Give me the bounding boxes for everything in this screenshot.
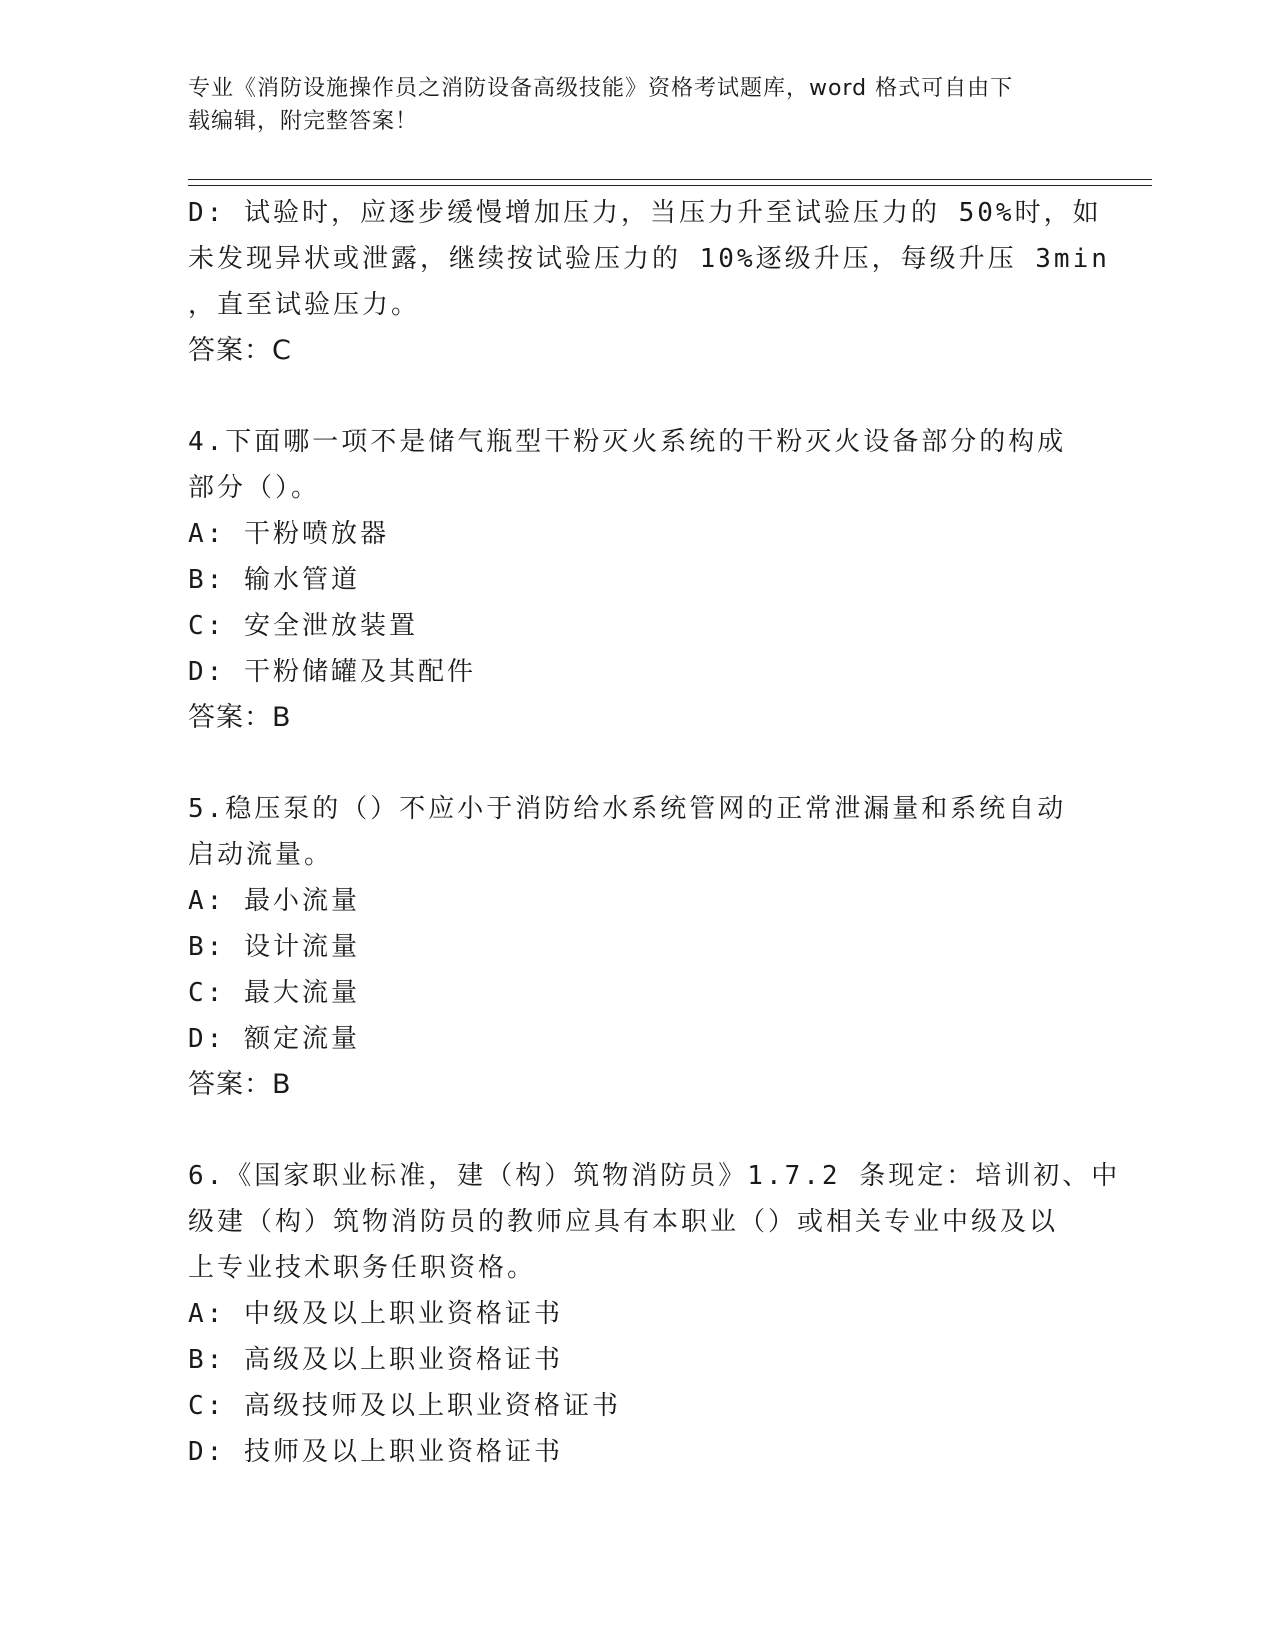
question-stem: 5.稳压泵的（）不应小于消防给水系统管网的正常泄漏量和系统自动: [188, 794, 1067, 824]
question-stem: 上专业技术职务任职资格。: [188, 1253, 537, 1283]
option-b: B: 输水管道: [188, 565, 360, 595]
question-block: [188, 1153, 1121, 1475]
option-a: A: 干粉喷放器: [188, 519, 389, 549]
option-d: D: 干粉储罐及其配件: [188, 657, 476, 687]
header-divider: [188, 179, 1152, 180]
document-body: [188, 190, 1121, 1475]
answer-line: 答案：B: [188, 1069, 292, 1100]
option-c: C: 安全泄放装置: [188, 611, 418, 641]
question-stem: 6.《国家职业标准，建（构）筑物消防员》1.7.2 条现定：培训初、中: [188, 1161, 1121, 1191]
question-stem: 级建（构）筑物消防员的教师应具有本职业（）或相关专业中级及以: [188, 1207, 1059, 1237]
answer-line: 答案：B: [188, 702, 292, 733]
header-divider: [188, 185, 1152, 186]
option-c: C: 高级技师及以上职业资格证书: [188, 1391, 621, 1421]
option-d: D: 技师及以上职业资格证书: [188, 1437, 563, 1467]
answer-line: 答案：C: [188, 335, 292, 366]
option-d: D: 额定流量: [188, 1024, 360, 1054]
option-a: A: 最小流量: [188, 886, 360, 916]
option-b: B: 设计流量: [188, 932, 360, 962]
question-stem: 启动流量。: [188, 840, 334, 870]
option-d-line: ，直至试验压力。: [188, 290, 421, 320]
header-line: 载编辑，附完整答案！: [188, 109, 419, 134]
question-stem: 4.下面哪一项不是储气瓶型干粉灭火系统的干粉灭火设备部分的构成: [188, 427, 1067, 457]
question-stem: 部分（）。: [188, 473, 321, 503]
question-continuation: [188, 190, 1110, 374]
option-d-line: D: 试验时，应逐步缓慢增加压力，当压力升至试验压力的 50%时，如: [188, 198, 1102, 228]
question-block: [188, 419, 1088, 741]
question-block: [188, 786, 1088, 1108]
option-c: C: 最大流量: [188, 978, 360, 1008]
document-header: [188, 72, 1068, 138]
header-line: 专业《消防设施操作员之消防设备高级技能》资格考试题库，word 格式可自由下: [188, 76, 1014, 101]
option-d-line: 未发现异状或泄露，继续按试验压力的 10%逐级升压，每级升压 3min: [188, 244, 1110, 274]
option-a: A: 中级及以上职业资格证书: [188, 1299, 563, 1329]
option-b: B: 高级及以上职业资格证书: [188, 1345, 563, 1375]
